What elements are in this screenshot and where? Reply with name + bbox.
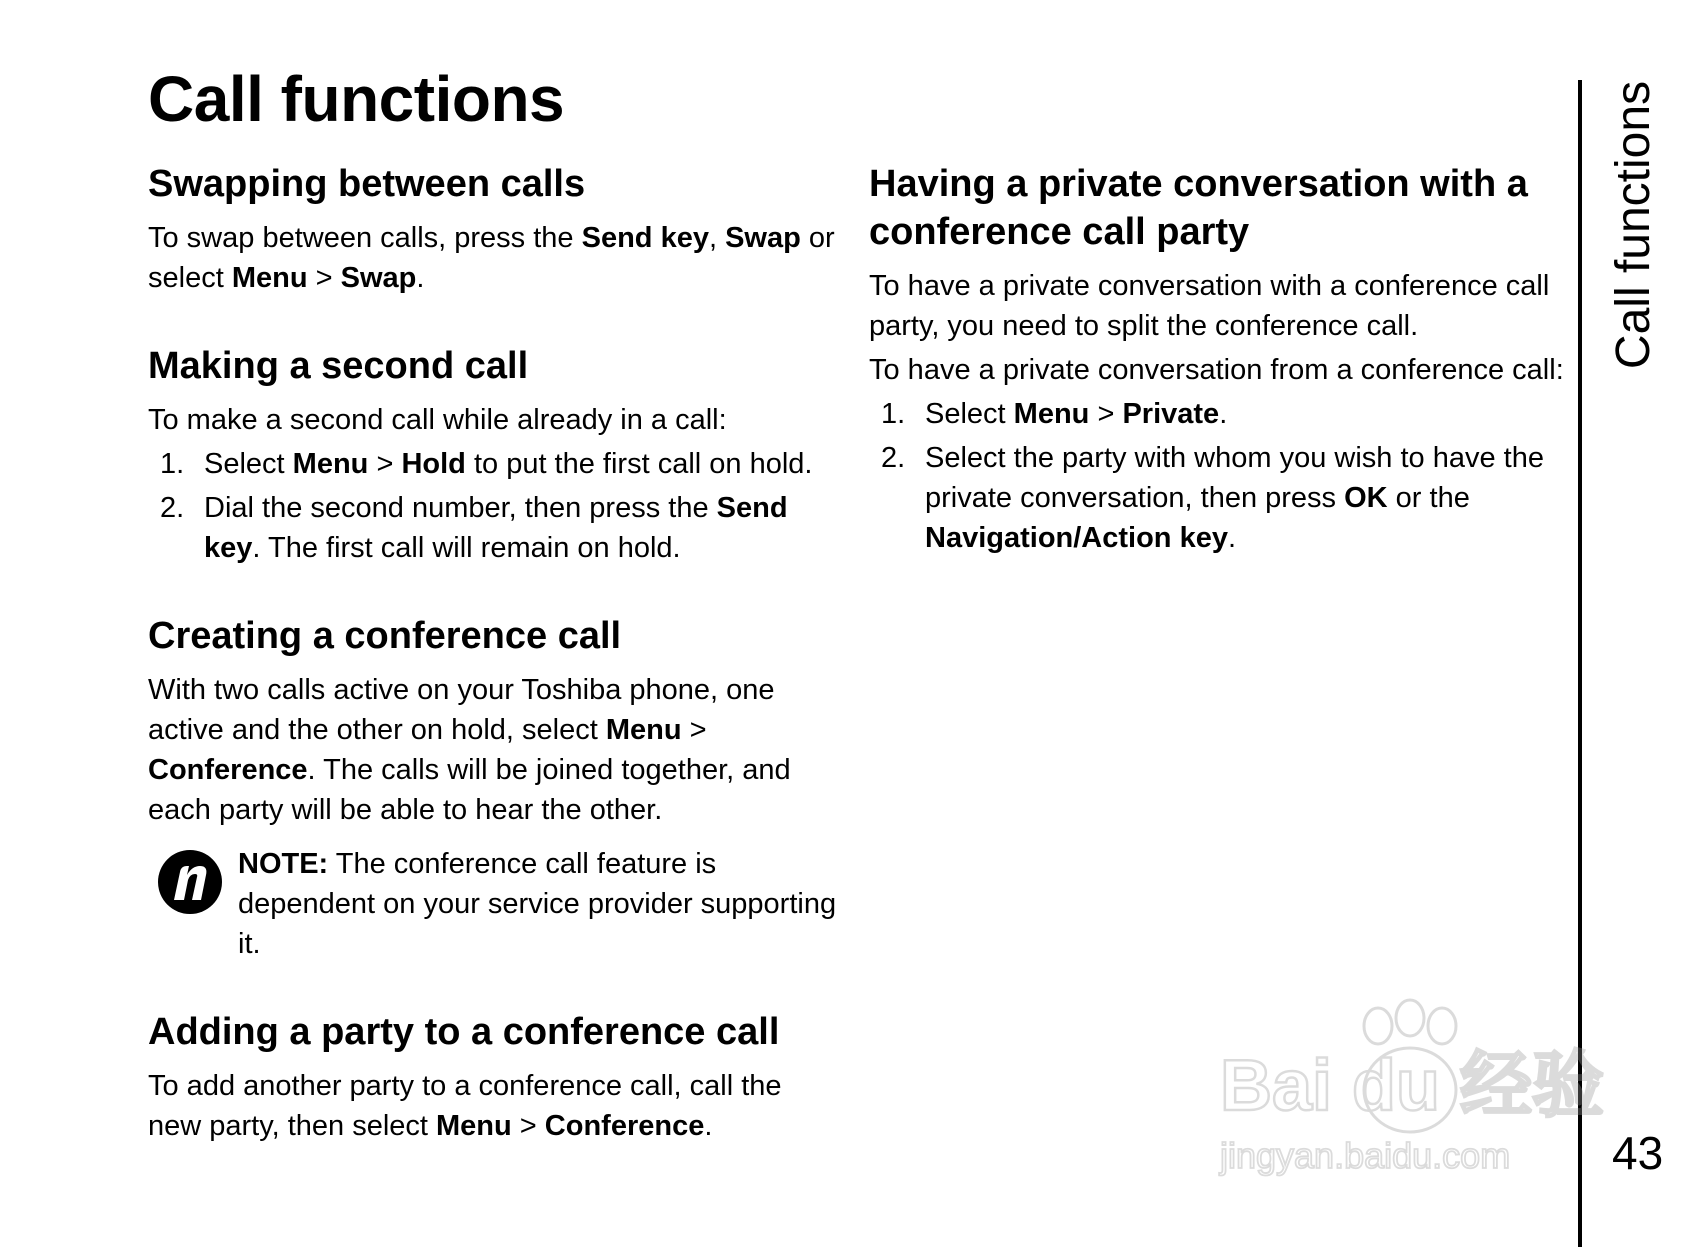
list-item: 1. Select Menu > Private. xyxy=(881,398,1228,430)
section-text: To add another party to a conference call, call the new party, then select Menu > Conference. xyxy=(148,1070,782,1142)
section-text: To have a private conversation from a conference call: xyxy=(869,354,1564,386)
list-item: 2. Select the party with whom you wish to have the private conversation, then press OK or the Navigation/Action key. xyxy=(881,442,1544,554)
baidu-watermark xyxy=(1210,990,1610,1190)
section-heading: Adding a party to a conference call xyxy=(148,1011,780,1053)
section-adding-party xyxy=(148,1008,838,1146)
note-text: NOTE: The conference call feature is dependent on your service provider supporting it. xyxy=(238,848,837,960)
section-text: To have a private conversation with a conference call party, you need to split the conference call. xyxy=(869,270,1550,342)
list-item: 1. Select Menu > Hold to put the first call on hold. xyxy=(160,448,813,480)
note-icon xyxy=(156,848,224,916)
section-text: With two calls active on your Toshiba phone, one active and the other on hold, select Menu > Conference. The calls will be joined together, and each party will be able to hear the other. xyxy=(148,674,791,826)
section-heading: Having a private conversation with a conference call party xyxy=(869,163,1528,253)
page-number: 43 xyxy=(1612,1127,1664,1179)
svg-text:jingyan.baidu.com: jingyan.baidu.com xyxy=(1220,1135,1511,1176)
list-item: 2. Dial the second number, then press the Send key. The first call will remain on hold. xyxy=(160,492,788,564)
section-swapping-calls xyxy=(148,160,838,298)
section-second-call xyxy=(148,342,838,568)
section-heading: Creating a conference call xyxy=(148,615,622,657)
section-heading: Making a second call xyxy=(148,345,529,387)
svg-text:Bai du 经验: Bai du 经验 xyxy=(1220,1046,1605,1126)
side-tab-label: Call functions xyxy=(1607,80,1660,370)
page-title: Call functions xyxy=(148,63,565,135)
left-column xyxy=(148,160,838,1190)
section-text: To make a second call while already in a call: xyxy=(148,404,727,436)
section-conference-call xyxy=(148,612,838,964)
section-text: To swap between calls, press the Send key, Swap or select Menu > Swap. xyxy=(148,222,835,294)
section-private-conversation xyxy=(869,160,1569,558)
note-box xyxy=(148,844,838,964)
steps-list xyxy=(148,444,838,568)
right-column xyxy=(869,160,1569,602)
section-heading: Swapping between calls xyxy=(148,163,586,205)
side-tab xyxy=(1604,80,1664,370)
steps-list xyxy=(869,394,1569,558)
